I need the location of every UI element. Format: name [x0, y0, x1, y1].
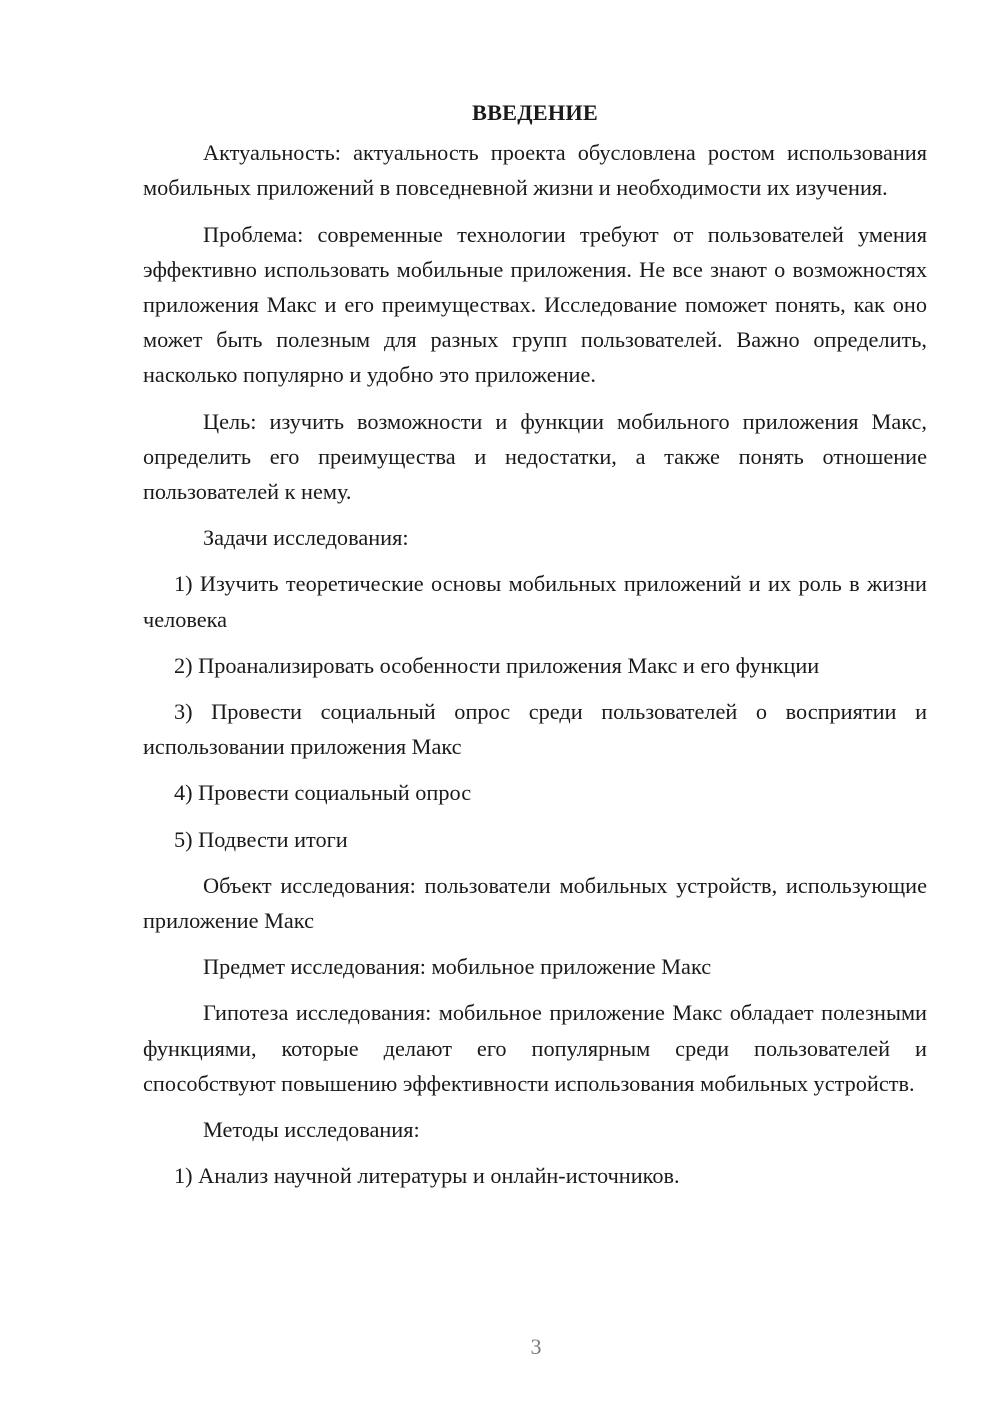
object-paragraph: Объект исследования: пользователи мобильных устройств, использующие приложение Макс — [143, 872, 927, 934]
page-number: 3 — [530, 1334, 542, 1359]
task-item-4: 4) Провести социальный опрос — [174, 780, 472, 806]
relevance-paragraph: Актуальность: актуальность проекта обусловлена ростом использования мобильных приложений в повседневной жизни и необходимости их изучения. — [143, 140, 927, 201]
subject-paragraph: Предмет исследования: мобильное приложение Макс — [203, 954, 712, 980]
page-title: ВВЕДЕНИЕ — [472, 100, 598, 125]
page-content — [143, 95, 927, 1204]
method-item-1: 1) Анализ научной литературы и онлайн-источников. — [174, 1163, 680, 1189]
task-item-5: 5) Подвести итоги — [174, 826, 348, 852]
task-item-2: 2) Проанализировать особенности приложения Макс и его функции — [174, 652, 820, 678]
problem-paragraph: Проблема: современные технологии требуют от пользователей умения эффективно использовать мобильные приложения. Не все знают о возможностях приложения Макс и его преимуществах. Исследование поможет понять, как оно может быть полезным для разных групп пользователей. Важно определить, насколько популярно и удобно это приложение. — [143, 221, 927, 388]
task-item-1: 1) Изучить теоретические основы мобильных приложений и их роль в жизни человека — [143, 571, 927, 632]
hypothesis-paragraph: Гипотеза исследования: мобильное приложение Макс обладает полезными функциями, которые делают его популярным среди пользователей и способствуют повышению эффективности использования мобильных устройств. — [143, 1000, 927, 1096]
tasks-heading: Задачи исследования: — [203, 525, 409, 551]
methods-heading: Методы исследования: — [203, 1117, 420, 1143]
task-item-3: 3) Провести социальный опрос среди пользователей о восприятии и использовании приложения Макс — [143, 699, 927, 760]
goal-paragraph: Цель: изучить возможности и функции мобильного приложения Макс, определить его преимущества и недостатки, а также понять отношение пользователей к нему. — [143, 408, 927, 505]
